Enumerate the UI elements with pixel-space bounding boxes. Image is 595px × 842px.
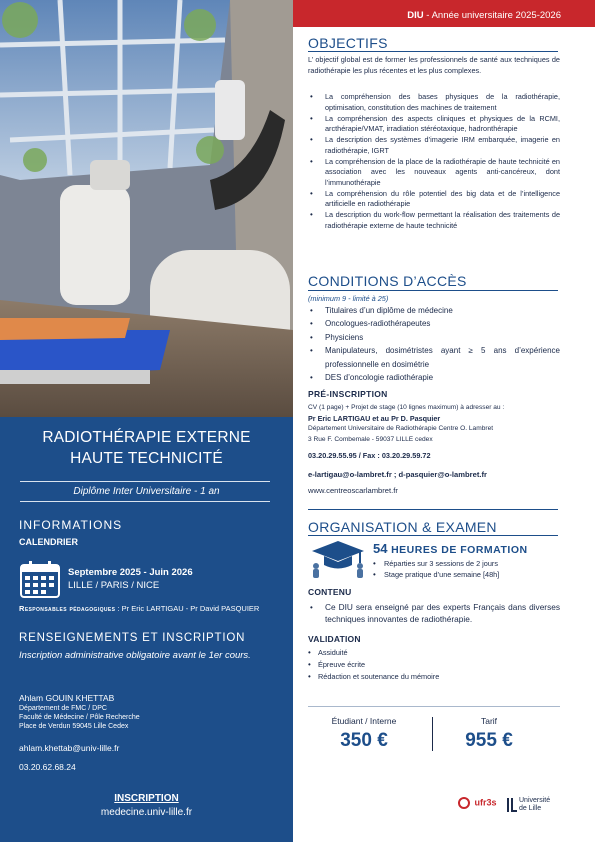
preinscription-dept: Département Universitaire de Radiothérapie Centre O. Lambret (308, 425, 494, 433)
list-item: • La compréhension des aspects cliniques et physiques de la RCMI, arcthérapie/VMAT, irradiation stéréotaxique, hadronthérapie (308, 114, 560, 135)
hours-label: HEURES DE FORMATION (391, 544, 528, 556)
preinscription-address: 3 Rue F. Combemale - 59037 LILLE cedex (308, 435, 433, 443)
list-item: • Réparties sur 3 sessions de 2 jours (373, 558, 563, 569)
list-item: • La description des systèmes d’imagerie IRM embarquée, imagerie en radiothérapie, IGRT (308, 135, 560, 156)
universite-lille-line2: de Lille (519, 805, 542, 812)
objectifs-heading: OBJECTIFS (308, 35, 388, 51)
organisation-heading: ORGANISATION & EXAMEN (308, 519, 497, 535)
diploma-type: Diplôme Inter Universitaire - 1 an (73, 486, 220, 497)
centre-website[interactable]: www.centreoscarlambret.fr (308, 486, 398, 495)
preinscription-heading: PRÉ-INSCRIPTION (308, 389, 388, 399)
list-item: • Stage pratique d’une semaine [48h] (373, 569, 563, 580)
contact-email[interactable]: ahlam.khettab@univ-lille.fr (19, 743, 120, 753)
ufr3s-logo-text: ufr3s (474, 797, 497, 808)
divider (20, 481, 270, 482)
responsables-label: Responsables pédagogiques (19, 604, 116, 613)
ufr3s-logo-icon (458, 797, 472, 809)
divider (308, 706, 560, 707)
divider (308, 509, 558, 510)
list-item: • Rédaction et soutenance du mémoire (308, 671, 560, 683)
universite-lille-logo (519, 797, 550, 813)
preinscription-body (308, 403, 560, 445)
list-item: • La compréhension du rôle potentiel des big data et de l’intelligence artificielle en radiothérapie (308, 189, 560, 210)
ufr3s-logo (458, 797, 497, 809)
calendar-heading: CALENDRIER (19, 537, 79, 547)
program-title-line2: HAUTE TECHNICITÉ (70, 450, 223, 467)
list-item: • Ce DIU sera enseigné par des experts Français dans diverses techniques innovantes de radiothérapie. (308, 602, 560, 625)
student-price: 350 € (340, 730, 388, 751)
responsables-pedagogiques (19, 604, 274, 614)
responsables-names: : Pr Eric LARTIGAU - Pr David PASQUIER (115, 604, 260, 613)
contact-address: Place de Verdun 59045 Lille Cedex (19, 723, 129, 730)
program-title (0, 427, 293, 469)
inscription-label[interactable]: INSCRIPTION (114, 793, 179, 804)
divider (308, 290, 558, 291)
objectifs-list (308, 92, 560, 232)
hours-heading (373, 541, 528, 556)
list-item: • Manipulateurs, dosimétristes ayant ≥ 5 ans d’expérience professionnelle en dosimétrie (308, 344, 560, 371)
calendar-cities: LILLE / PARIS / NICE (68, 580, 160, 591)
program-title-line1: RADIOTHÉRAPIE EXTERNE (42, 429, 251, 446)
list-item: • Oncologues-radiothérapeutes (308, 317, 560, 330)
preinscription-recipients: Pr Eric LARTIGAU et au Pr D. Pasquier (308, 413, 441, 423)
list-item: • Physiciens (308, 331, 560, 344)
hero-photo (0, 0, 293, 417)
header-text (407, 10, 561, 21)
conditions-subtitle: (minimum 9 - limité à 25) (308, 294, 389, 303)
list-item: • DES d’oncologie radiothérapie (308, 371, 560, 384)
objectifs-intro: L’ objectif global est de former les professionnels de santé aux techniques de radiothérapie les plus récentes et les plus complexes. (308, 55, 560, 75)
contenu-list (308, 602, 560, 625)
list-item: • La compréhension de la place de la radiothérapie de haute technicité en association avec les nouveaux agents anti-cancéreux, dont l’immunothérapie (308, 157, 560, 189)
list-item: • La compréhension des bases physiques de la radiothérapie, optimisation, constitution des machines de traitement (308, 92, 560, 113)
contact-faculty: Faculté de Médecine / Pôle Recherche (19, 714, 140, 721)
contact-block (19, 692, 140, 731)
header-band (293, 0, 595, 27)
organisation-list (373, 558, 563, 580)
validation-heading: VALIDATION (308, 634, 361, 644)
preinscription-phones: 03.20.29.55.95 / Fax : 03.20.29.59.72 (308, 451, 431, 460)
preinscription-emails[interactable]: e-lartigau@o-lambret.fr ; d-pasquier@o-lambret.fr (308, 470, 487, 479)
conditions-heading: CONDITIONS D’ACCÈS (308, 273, 467, 289)
tarif-price: 955 € (465, 730, 513, 751)
preinscription-line: CV (1 page) + Projet de stage (10 lignes maximum) à adresser au : (308, 404, 505, 411)
contact-dept: Département de FMC / DPC (19, 705, 107, 712)
validation-list (308, 647, 560, 683)
graduation-cap-icon (310, 539, 366, 579)
list-item: • Titulaires d’un diplôme de médecine (308, 304, 560, 317)
inscription-url[interactable]: medecine.univ-lille.fr (100, 807, 193, 818)
renseignements-text: Inscription administrative obligatoire avant le 1er cours. (19, 650, 251, 661)
divider (308, 535, 558, 536)
header-prefix: DIU (407, 10, 424, 21)
universite-lille-logo-icon (507, 798, 517, 812)
right-panel (293, 27, 595, 842)
calendar-dates: Septembre 2025 - Juin 2026 (68, 567, 193, 578)
radiotherapy-room-illustration (0, 0, 293, 417)
conditions-list (308, 304, 560, 384)
contact-phone: 03.20.62.68.24 (19, 762, 76, 772)
contact-name: Ahlam GOUIN KHETTAB (19, 693, 115, 703)
divider (308, 51, 558, 52)
universite-lille-line1: Université (519, 797, 551, 804)
header-year: - Année universitaire 2025-2026 (423, 10, 561, 21)
informations-heading: INFORMATIONS (19, 518, 123, 532)
student-price-label: Étudiant / Interne (331, 716, 397, 726)
hours-number: 54 (373, 541, 388, 556)
list-item: • Assiduité (308, 647, 560, 659)
list-item: • La description du work-flow permettant la réalisation des traitements de radiothérapie externe de haute technicité (308, 210, 560, 231)
price-divider (432, 717, 433, 751)
renseignements-heading: RENSEIGNEMENTS ET INSCRIPTION (19, 632, 246, 644)
tarif-label: Tarif (480, 716, 498, 726)
contenu-heading: CONTENU (308, 587, 352, 597)
calendar-icon (20, 560, 60, 598)
list-item: • Épreuve écrite (308, 659, 560, 671)
left-panel (0, 0, 293, 842)
divider (20, 501, 270, 502)
